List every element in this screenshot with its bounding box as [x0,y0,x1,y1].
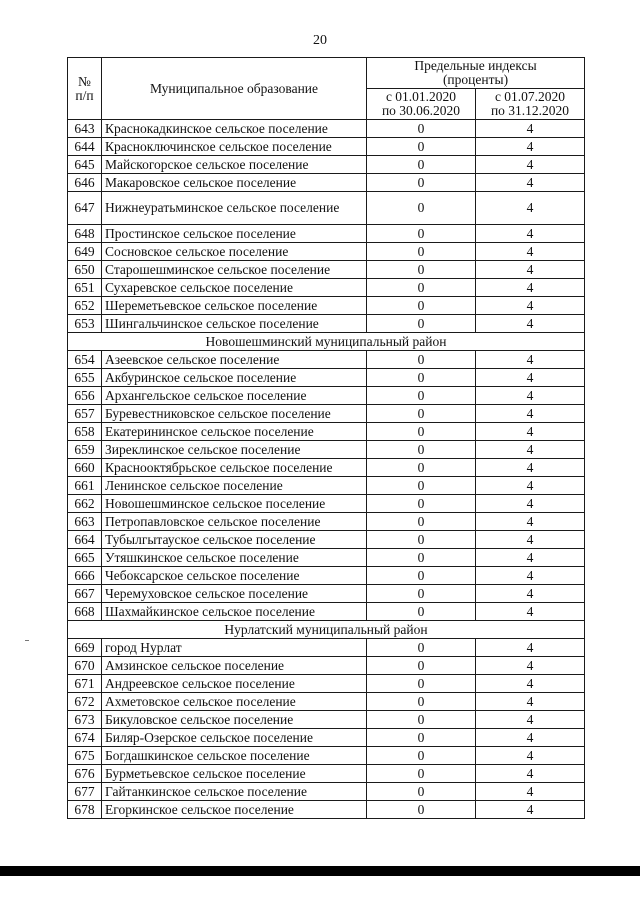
header-number [68,58,102,120]
municipality-name: Новошешминское сельское поселение [102,495,367,513]
municipality-name: Краснокадкинское сельское поселение [102,120,367,138]
table-row [68,801,585,819]
municipality-name: Сухаревское сельское поселение [102,279,367,297]
index-period-1: 0 [367,351,476,369]
municipality-name: город Нурлат [102,639,367,657]
table-row [68,138,585,156]
index-period-1: 0 [367,243,476,261]
municipality-name: Тубылгытауское сельское поселение [102,531,367,549]
index-period-1: 0 [367,513,476,531]
row-number: 669 [68,639,102,657]
municipality-name: Нижнеуратьминское сельское поселение [102,192,367,225]
header-period-1-end: по 30.06.2020 [381,103,461,118]
header-indices-unit: (проценты) [442,72,509,87]
row-number: 666 [68,567,102,585]
index-period-1: 0 [367,657,476,675]
header-period-2 [476,89,585,120]
index-period-2: 4 [476,156,585,174]
row-number: 660 [68,459,102,477]
row-number: 678 [68,801,102,819]
municipality-name: Утяшкинское сельское поселение [102,549,367,567]
index-period-2: 4 [476,138,585,156]
index-period-1: 0 [367,729,476,747]
index-period-1: 0 [367,192,476,225]
index-period-1: 0 [367,315,476,333]
index-period-1: 0 [367,369,476,387]
row-number: 665 [68,549,102,567]
municipality-name: Азеевское сельское поселение [102,351,367,369]
row-number: 649 [68,243,102,261]
index-period-2: 4 [476,243,585,261]
index-period-2: 4 [476,192,585,225]
table-row [68,261,585,279]
table-row [68,513,585,531]
index-period-2: 4 [476,783,585,801]
table-row [68,405,585,423]
index-period-1: 0 [367,156,476,174]
row-number: 651 [68,279,102,297]
row-number: 670 [68,657,102,675]
table-row [68,156,585,174]
table-row [68,243,585,261]
row-number: 655 [68,369,102,387]
index-period-2: 4 [476,387,585,405]
table-row [68,603,585,621]
row-number: 667 [68,585,102,603]
municipality-name: Чебоксарское сельское поселение [102,567,367,585]
table-row [68,657,585,675]
index-period-2: 4 [476,369,585,387]
table-row [68,495,585,513]
index-period-1: 0 [367,423,476,441]
row-number: 668 [68,603,102,621]
table-row [68,459,585,477]
row-number: 664 [68,531,102,549]
index-period-1: 0 [367,639,476,657]
table-row [68,225,585,243]
index-period-1: 0 [367,567,476,585]
index-period-1: 0 [367,279,476,297]
index-period-1: 0 [367,549,476,567]
municipality-name: Гайтанкинское сельское поселение [102,783,367,801]
index-period-2: 4 [476,675,585,693]
index-period-2: 4 [476,603,585,621]
index-period-1: 0 [367,297,476,315]
municipality-name: Ахметовское сельское поселение [102,693,367,711]
row-number: 658 [68,423,102,441]
table-row [68,477,585,495]
municipality-name: Буревестниковское сельское поселение [102,405,367,423]
table-row [68,549,585,567]
index-period-2: 4 [476,225,585,243]
row-number: 671 [68,675,102,693]
table-row [68,351,585,369]
row-number: 653 [68,315,102,333]
index-period-2: 4 [476,441,585,459]
index-period-2: 4 [476,657,585,675]
index-period-2: 4 [476,261,585,279]
index-period-2: 4 [476,477,585,495]
row-number: 676 [68,765,102,783]
index-period-2: 4 [476,693,585,711]
row-number: 675 [68,747,102,765]
table-row [68,711,585,729]
row-number: 646 [68,174,102,192]
municipality-name: Макаровское сельское поселение [102,174,367,192]
row-number: 662 [68,495,102,513]
municipality-name: Шахмайкинское сельское поселение [102,603,367,621]
index-period-2: 4 [476,423,585,441]
index-period-1: 0 [367,387,476,405]
table-row [68,192,585,225]
table-row [68,531,585,549]
table-row [68,693,585,711]
municipality-name: Шингальчинское сельское поселение [102,315,367,333]
table-row [68,783,585,801]
row-number: 648 [68,225,102,243]
index-period-2: 4 [476,747,585,765]
index-period-1: 0 [367,711,476,729]
index-period-2: 4 [476,315,585,333]
municipality-name: Екатерининское сельское поселение [102,423,367,441]
row-number: 677 [68,783,102,801]
header-period-1 [367,89,476,120]
index-period-2: 4 [476,531,585,549]
section-title: Нурлатский муниципальный район [68,621,585,639]
municipality-name: Богдашкинское сельское поселение [102,747,367,765]
header-period-1-start: с 01.01.2020 [385,89,457,104]
row-number: 672 [68,693,102,711]
table-row [68,747,585,765]
municipality-name: Старошешминское сельское поселение [102,261,367,279]
row-number: 674 [68,729,102,747]
table-row [68,279,585,297]
table-row [68,315,585,333]
table-row [68,441,585,459]
index-period-2: 4 [476,279,585,297]
table-row [68,567,585,585]
row-number: 654 [68,351,102,369]
municipality-name: Краснооктябрьское сельское поселение [102,459,367,477]
municipality-name: Ленинское сельское поселение [102,477,367,495]
table-row [68,675,585,693]
row-number: 643 [68,120,102,138]
header-number-symbol: № [78,73,91,89]
table-row [68,729,585,747]
municipality-name: Егоркинское сельское поселение [102,801,367,819]
header-period-2-start: с 01.07.2020 [494,89,566,104]
municipality-name: Майскогорское сельское поселение [102,156,367,174]
index-period-2: 4 [476,297,585,315]
row-number: 663 [68,513,102,531]
margin-mark [25,640,29,641]
header-indices-title: Предельные индексы [414,58,537,73]
index-period-1: 0 [367,765,476,783]
index-period-2: 4 [476,567,585,585]
table-body [68,120,585,819]
index-period-1: 0 [367,441,476,459]
index-period-2: 4 [476,585,585,603]
index-period-1: 0 [367,675,476,693]
row-number: 673 [68,711,102,729]
table-row [68,639,585,657]
section-title: Новошешминский муниципальный район [68,333,585,351]
municipality-name: Амзинское сельское поселение [102,657,367,675]
index-period-1: 0 [367,405,476,423]
index-period-1: 0 [367,603,476,621]
table-row [68,297,585,315]
row-number: 644 [68,138,102,156]
table-row [68,387,585,405]
municipality-name: Красноключинское сельское поселение [102,138,367,156]
table-row [68,423,585,441]
index-period-2: 4 [476,729,585,747]
row-number: 647 [68,192,102,225]
header-municipality: Муниципальное образование [102,58,367,120]
index-period-2: 4 [476,765,585,783]
index-period-1: 0 [367,783,476,801]
municipality-name: Петропавловское сельское поселение [102,513,367,531]
section-row [68,621,585,639]
index-period-2: 4 [476,711,585,729]
header-period-2-end: по 31.12.2020 [490,103,570,118]
table-row [68,585,585,603]
index-period-2: 4 [476,549,585,567]
municipality-name: Архангельское сельское поселение [102,387,367,405]
index-period-2: 4 [476,405,585,423]
row-number: 650 [68,261,102,279]
row-number: 656 [68,387,102,405]
row-number: 652 [68,297,102,315]
municipality-name: Биляр-Озерское сельское поселение [102,729,367,747]
table-row [68,174,585,192]
index-period-2: 4 [476,120,585,138]
municipality-name: Сосновское сельское поселение [102,243,367,261]
index-period-1: 0 [367,120,476,138]
row-number: 661 [68,477,102,495]
index-period-1: 0 [367,459,476,477]
index-period-1: 0 [367,747,476,765]
index-period-1: 0 [367,495,476,513]
index-period-2: 4 [476,495,585,513]
index-period-2: 4 [476,513,585,531]
row-number: 659 [68,441,102,459]
municipality-name: Акбуринское сельское поселение [102,369,367,387]
municipality-name: Черемуховское сельское поселение [102,585,367,603]
municipality-name: Бурметьевское сельское поселение [102,765,367,783]
table-row [68,120,585,138]
header-number-abbr: п/п [75,87,94,103]
section-row [68,333,585,351]
municipality-name: Бикуловское сельское поселение [102,711,367,729]
table-row [68,765,585,783]
header-indices [367,58,585,89]
index-period-2: 4 [476,351,585,369]
index-period-1: 0 [367,225,476,243]
index-period-1: 0 [367,693,476,711]
index-period-1: 0 [367,477,476,495]
index-period-2: 4 [476,801,585,819]
index-period-1: 0 [367,531,476,549]
scan-bottom-edge [0,866,640,876]
table-header [68,58,585,120]
index-period-1: 0 [367,801,476,819]
index-period-1: 0 [367,585,476,603]
row-number: 645 [68,156,102,174]
page-number: 20 [313,33,327,48]
row-number: 657 [68,405,102,423]
tariff-index-table [67,57,585,819]
index-period-2: 4 [476,639,585,657]
municipality-name: Андреевское сельское поселение [102,675,367,693]
index-period-2: 4 [476,459,585,477]
index-period-1: 0 [367,138,476,156]
index-period-1: 0 [367,174,476,192]
index-period-1: 0 [367,261,476,279]
municipality-name: Шереметьевское сельское поселение [102,297,367,315]
table-row [68,369,585,387]
index-period-2: 4 [476,174,585,192]
municipality-name: Зиреклинское сельское поселение [102,441,367,459]
municipality-name: Простинское сельское поселение [102,225,367,243]
